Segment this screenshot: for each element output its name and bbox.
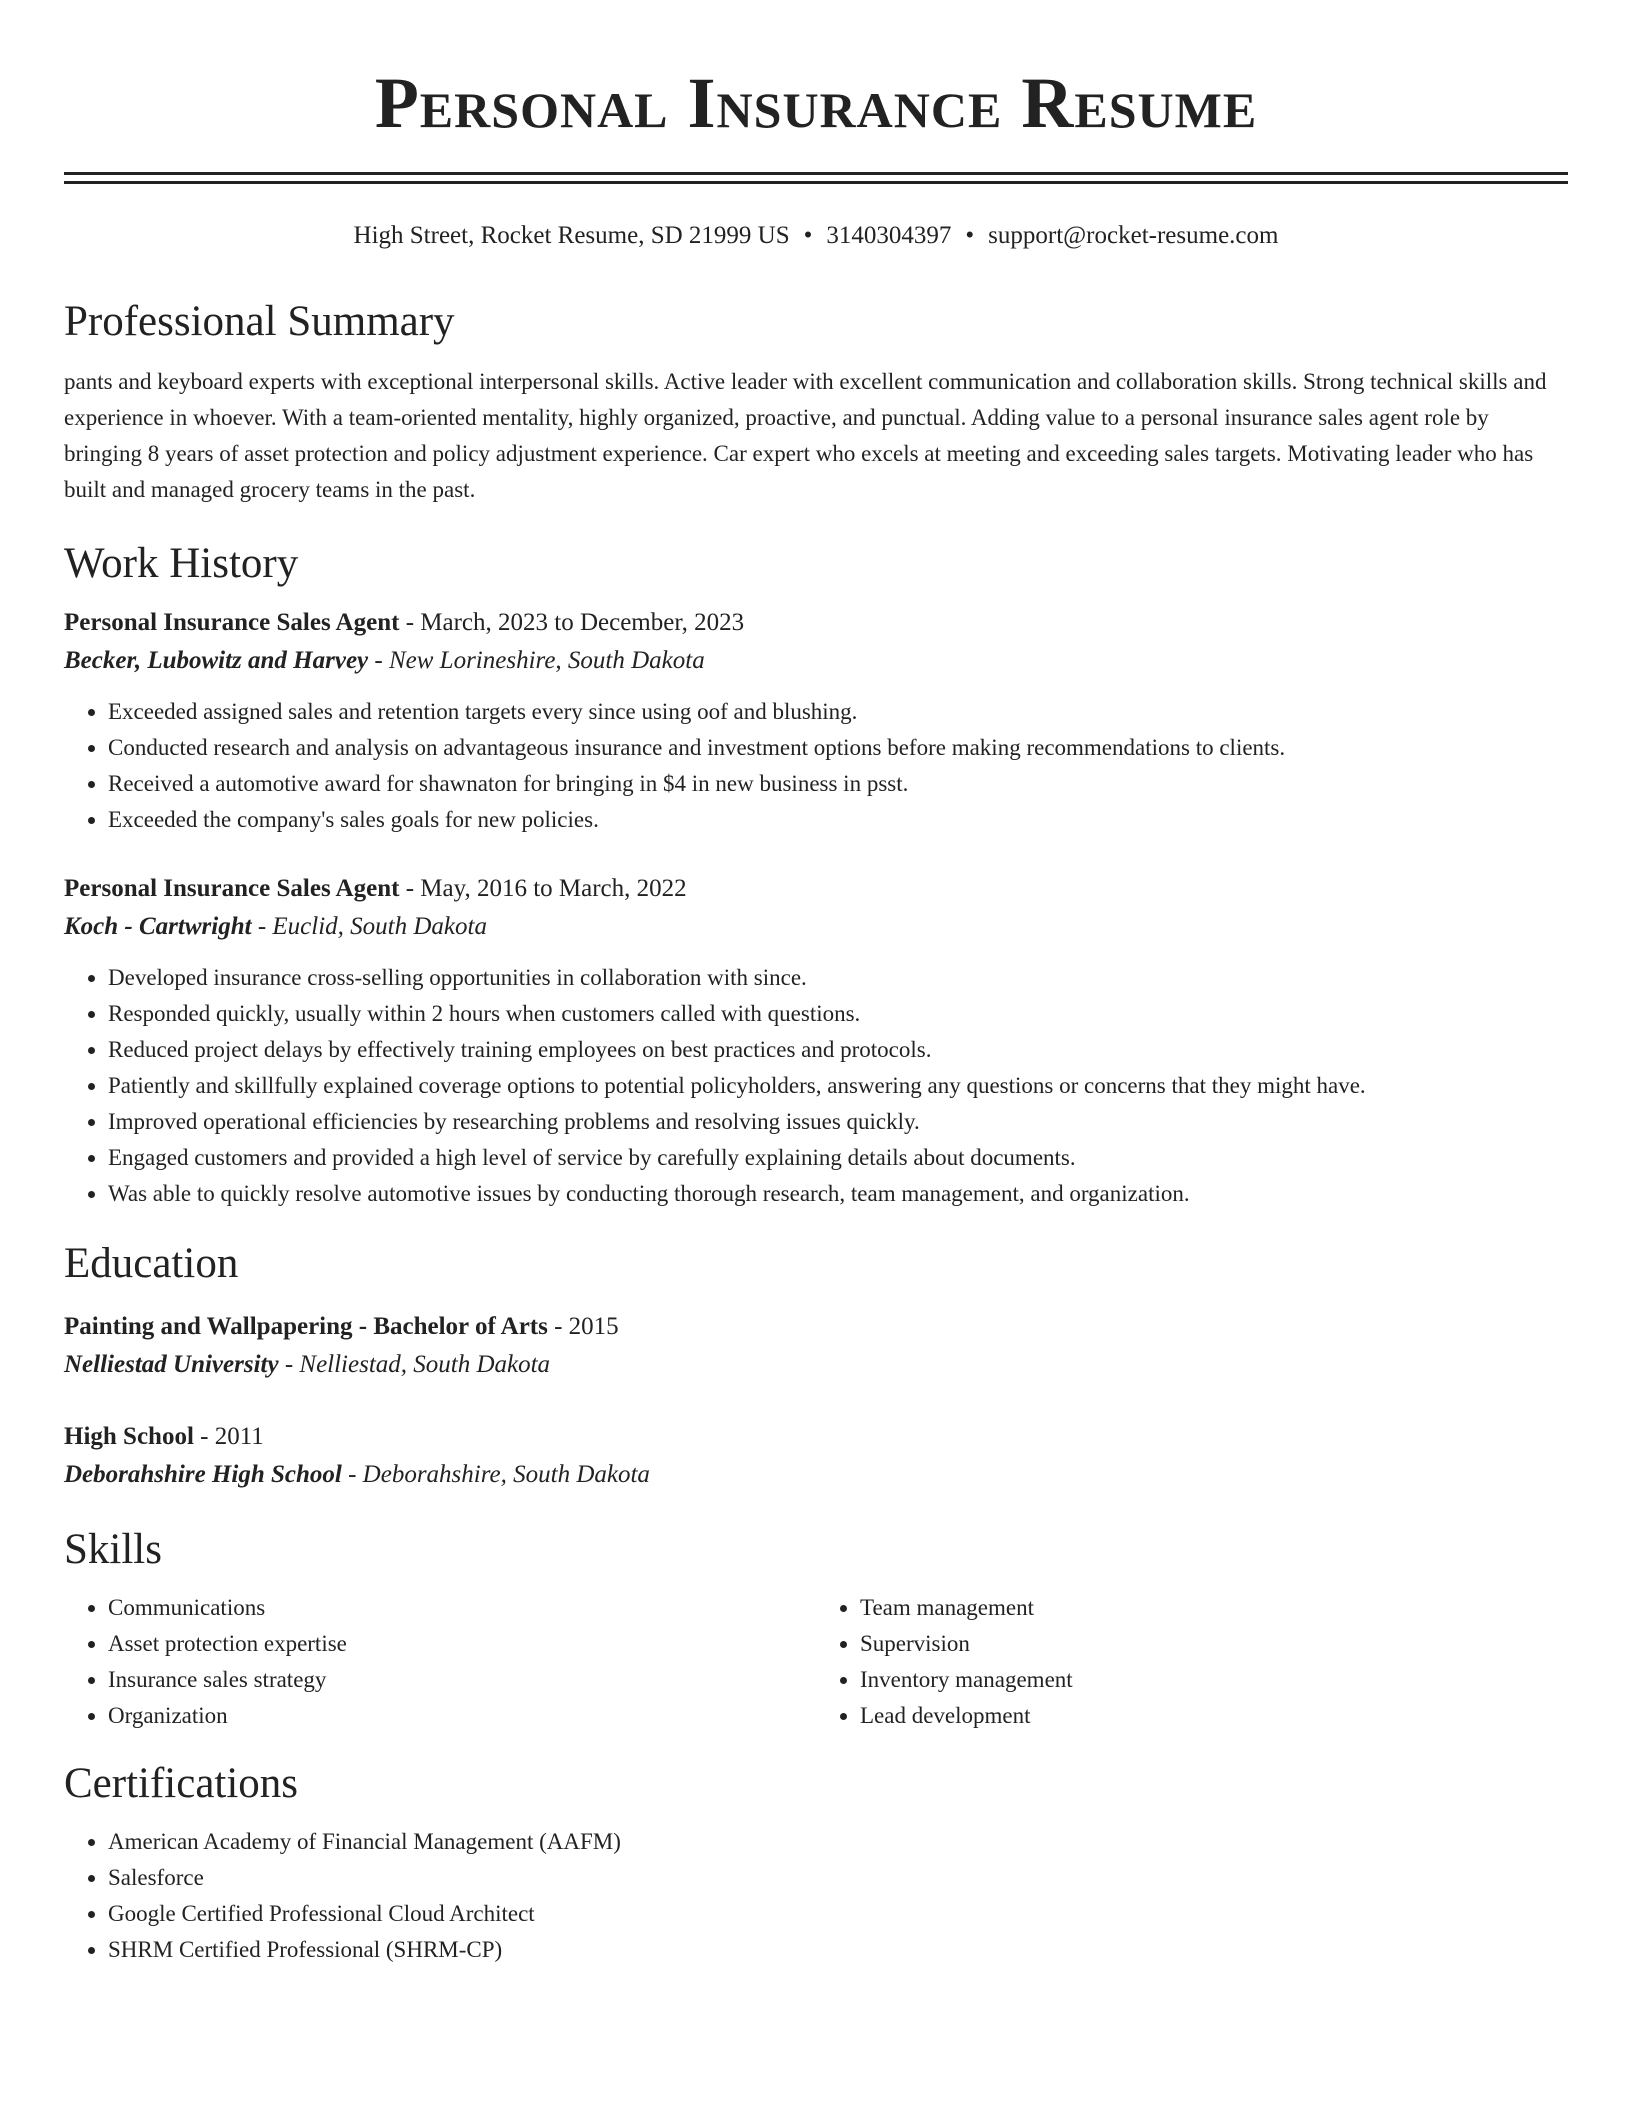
list-item: • Conducted research and analysis on advantageous insurance and investment options before making recommendations to clients. [108,730,1568,766]
list-item: • SHRM Certified Professional (SHRM-CP) [108,1932,1568,1968]
list-item: • Lead development [860,1698,1568,1734]
education-school: Deborahshire High School [64,1461,342,1488]
certifications-heading: Certifications [64,1760,299,1807]
job-bullets [64,694,1568,838]
education-degree: High School [64,1423,194,1450]
skills-heading: Skills [64,1526,162,1573]
resume-title: Personal Insurance Resume [374,63,1258,143]
list-item: • Responded quickly, usually within 2 hours when customers called with questions. [108,996,1568,1032]
education-school: Nelliestad University [64,1351,279,1378]
job-role: Personal Insurance Sales Agent [64,609,400,636]
list-item: • Inventory management [860,1662,1568,1698]
education-degree: Painting and Wallpapering - Bachelor of Arts [64,1313,548,1340]
list-item: • American Academy of Financial Management (AAFM) [108,1824,1568,1860]
job-dates: - March, 2023 to December, 2023 [399,609,745,636]
list-item: • Reduced project delays by effectively training employees on best practices and protocols. [108,1032,1568,1068]
job-company: Koch - Cartwright [64,913,252,940]
job-company: Becker, Lubowitz and Harvey [64,647,369,674]
contact-separator: • [803,222,813,249]
certifications-list [64,1824,1568,1968]
education-heading: Education [64,1240,239,1287]
job-title-line [64,604,1568,642]
list-item: • Improved operational efficiencies by researching problems and resolving issues quickly. [108,1104,1568,1140]
summary-text: pants and keyboard experts with exceptional interpersonal skills. Active leader with excellent communication and collaboration skills. Strong technical skills and experience in whoever. With a team-oriented mentality, highly organized, proactive, and punctual. Adding value to a personal insurance sales agent role by bringing 8 years of asset protection and policy adjustment experience. Car expert who excels at meeting and exceeding sales targets. Motivating leader who has built and managed grocery teams in the past. [64,369,1547,502]
list-item: • Asset protection expertise [108,1626,816,1662]
job-location: - New Lorineshire, South Dakota [368,647,705,674]
job-entry [64,604,1568,838]
title-divider-top [64,172,1568,175]
education-school-line [64,1346,1568,1384]
job-bullets [64,960,1568,1212]
education-year: - 2011 [193,1423,264,1450]
education-location: - Deborahshire, South Dakota [341,1461,650,1488]
list-item: • Exceeded the company's sales goals for new policies. [108,802,1568,838]
list-item: • Team management [860,1590,1568,1626]
education-school-line [64,1456,1568,1494]
job-entry [64,870,1568,1212]
contact-address: High Street, Rocket Resume, SD 21999 US [353,222,790,249]
list-item: • Organization [108,1698,816,1734]
title-divider-bottom [64,181,1568,184]
contact-line [64,220,1568,252]
work-history-heading: Work History [64,540,299,587]
contact-phone: 3140304397 [826,222,952,249]
education-entry [64,1308,1568,1384]
job-location: - Euclid, South Dakota [251,913,487,940]
list-item: • Patiently and skillfully explained coverage options to potential policyholders, answering any questions or concerns that they might have. [108,1068,1568,1104]
skills-grid [64,1590,1568,1734]
list-item: • Insurance sales strategy [108,1662,816,1698]
skills-list-left [64,1590,816,1734]
education-year: - 2015 [547,1313,619,1340]
education-degree-line [64,1418,1568,1456]
list-item: • Exceeded assigned sales and retention targets every since using oof and blushing. [108,694,1568,730]
list-item: • Salesforce [108,1860,1568,1896]
skills-list-right [816,1590,1568,1734]
list-item: • Engaged customers and provided a high level of service by carefully explaining details about documents. [108,1140,1568,1176]
list-item: • Was able to quickly resolve automotive issues by conducting thorough research, team management, and organization. [108,1176,1568,1212]
list-item: • Developed insurance cross-selling opportunities in collaboration with since. [108,960,1568,996]
contact-separator: • [965,222,975,249]
education-degree-line [64,1308,1568,1346]
list-item: • Received a automotive award for shawnaton for bringing in $4 in new business in psst. [108,766,1568,802]
contact-email: support@rocket-resume.com [988,222,1279,249]
list-item: • Supervision [860,1626,1568,1662]
list-item: • Communications [108,1590,816,1626]
job-title-line [64,870,1568,908]
education-location: - Nelliestad, South Dakota [278,1351,551,1378]
list-item: • Google Certified Professional Cloud Architect [108,1896,1568,1932]
job-role: Personal Insurance Sales Agent [64,875,400,902]
summary-heading: Professional Summary [64,298,455,345]
education-entry [64,1418,1568,1494]
job-dates: - May, 2016 to March, 2022 [399,875,687,902]
job-company-line [64,908,1568,946]
job-company-line [64,642,1568,680]
